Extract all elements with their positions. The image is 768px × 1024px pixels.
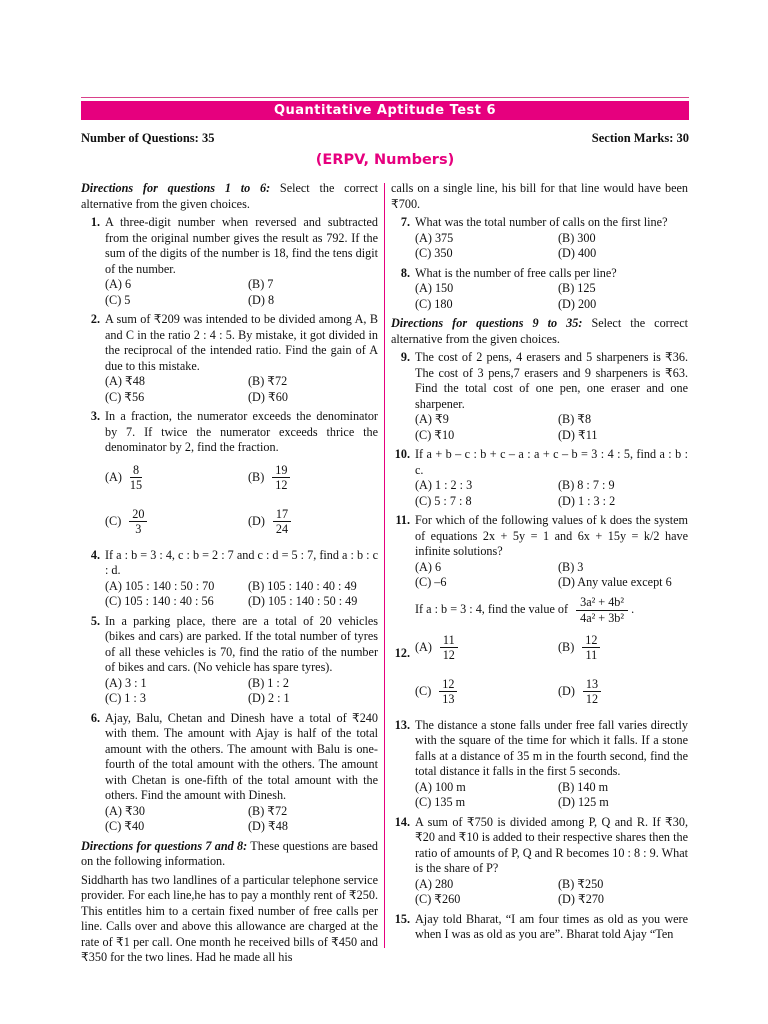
expression-fraction: $\frac{\text{3a² + 4b²}}{\text{4a² + 3b²}}$ bbox=[576, 595, 628, 626]
question-10: 10. If a + b – c : b + c – a : a + c – b = 3 : 4 : 5, find a : b : c. (A) 1 : 2 : 3 (B) 8 : 7 : 9 (C) 5 : 7 : 8 (D) 1 : 3 : 2 bbox=[394, 447, 688, 508]
question-text: What is the number of free calls per line? bbox=[415, 265, 617, 280]
option-a[interactable]: (A) 6 bbox=[105, 277, 132, 291]
option-a[interactable]: (A) 3 : 1 bbox=[105, 675, 147, 690]
option-a[interactable]: (A) ₹30 bbox=[105, 803, 145, 818]
question-15: 15. Ajay told Bharat, “I am four times as old as you were when I was as old as you are”. Bharat told Ajay “Ten bbox=[394, 911, 688, 941]
option-b[interactable]: (B) 125 bbox=[558, 281, 596, 295]
option-d[interactable]: (D) 2 : 1 bbox=[248, 691, 290, 705]
header-rule bbox=[81, 97, 689, 98]
directions-1-6: Directions for questions 1 to 6: Select the correct alternative from the given choices. bbox=[81, 181, 378, 211]
option-c[interactable]: (C) –6 bbox=[415, 575, 447, 589]
option-c[interactable]: (C) 20 3 bbox=[105, 500, 248, 544]
option-a[interactable]: (A) 6 bbox=[415, 559, 442, 574]
option-b[interactable]: (B) 1 : 2 bbox=[248, 675, 289, 690]
options bbox=[105, 579, 378, 610]
question-text: If a : b = 3 : 4, c : b = 2 : 7 and c : d = 5 : 7, find a : b : c : d. bbox=[105, 547, 378, 577]
option-a[interactable]: (A) ₹48 bbox=[105, 374, 145, 388]
option-d[interactable]: (D) Any value except 6 bbox=[558, 575, 672, 589]
option-d[interactable]: (D) ₹48 bbox=[248, 819, 288, 833]
option-c[interactable]: (C) 105 : 140 : 40 : 56 bbox=[105, 594, 214, 608]
option-b[interactable]: (B) ₹72 bbox=[248, 803, 288, 818]
option-b[interactable]: (B) 105 : 140 : 40 : 49 bbox=[248, 578, 357, 593]
option-b[interactable]: (B) 7 bbox=[248, 277, 274, 291]
option-d[interactable]: (D) ₹270 bbox=[558, 892, 605, 906]
option-a[interactable]: (A) 11 12 bbox=[415, 626, 558, 670]
question-1: 1. A three-digit number when reversed and subtracted from the original number gives the result as 792. If the sum of the digits of the number is 18, find the tens digit of the number. (A) 6 (B) 7 (C) 5 (D) 8 bbox=[90, 215, 378, 307]
section-title: (ERPV, Numbers) bbox=[315, 152, 455, 168]
option-a[interactable]: (A) 105 : 140 : 50 : 70 bbox=[105, 578, 215, 593]
question-text: For which of the following values of k does the system of equations 2x + 5y = 1 and 6x + 15y = k/2 have infinite solutions? bbox=[415, 513, 688, 558]
options bbox=[105, 676, 378, 707]
column-divider bbox=[384, 183, 385, 948]
test-title-banner: Quantitative Aptitude Test 6 bbox=[81, 101, 689, 120]
question-text: Ajay told Bharat, “I am four times as old as you were when I was as old as you are”. Bharat told Ajay “Ten bbox=[415, 911, 688, 941]
option-d[interactable]: (D) 8 bbox=[248, 292, 275, 307]
options bbox=[415, 478, 688, 509]
options bbox=[415, 281, 688, 312]
option-d[interactable]: (D) 400 bbox=[558, 246, 597, 260]
question-text: What was the total number of calls on the first line? bbox=[415, 215, 668, 229]
option-b[interactable]: (B) ₹8 bbox=[558, 412, 592, 426]
option-b[interactable]: (B) 12 11 bbox=[558, 626, 688, 670]
option-c[interactable]: (C) 350 bbox=[415, 246, 453, 260]
left-column bbox=[81, 181, 378, 969]
options bbox=[415, 412, 688, 443]
question-text: If a + b – c : b + c – a : a + c – b = 3 : 4 : 5, find a : b : c. bbox=[415, 447, 688, 477]
option-d[interactable]: (D) 17 24 bbox=[248, 500, 378, 544]
option-d[interactable]: (D) 13 12 bbox=[558, 670, 688, 714]
option-a[interactable]: (A) 375 bbox=[415, 230, 454, 245]
option-b[interactable]: (B) 140 m bbox=[558, 779, 609, 794]
question-text: The distance a stone falls under free fall varies directly with the square of the time for which it falls. If a stone falls at a distance of 35 m in the fourth second, find the total distance it falls in the first 5 seconds. bbox=[415, 717, 688, 778]
option-d[interactable]: (D) ₹11 bbox=[558, 427, 598, 442]
option-a[interactable]: (A) 8 15 bbox=[105, 463, 143, 492]
option-c[interactable]: (C) 5 bbox=[105, 292, 131, 307]
option-c[interactable]: (C) 5 : 7 : 8 bbox=[415, 493, 472, 508]
question-9: 9. The cost of 2 pens, 4 erasers and 5 sharpeners is ₹36. The cost of 3 pens,7 erasers and 9 sharpeners is ₹63. Find the total cost of one pen, one eraser and one sharpener. (A) ₹9 (B) ₹8 (C) ₹10 (D) ₹11 bbox=[400, 350, 688, 442]
question-14: 14. A sum of ₹750 is divided among P, Q and R. If ₹30, ₹20 and ₹10 is added to their respective shares then the ratio of amounts of P, Q and R becomes 10 : 8 : 9. What is the share of P? (A) 280 (B) ₹250 (C) ₹260 (D) ₹270 bbox=[394, 814, 688, 906]
question-text: A sum of ₹209 was intended to be divided among A, B and C in the ratio 2 : 4 : 5. By mistake, it got divided in the reciprocal of the intended ratio. Find the gain of A due to this mistake. bbox=[105, 312, 378, 373]
option-c[interactable]: (C) ₹10 bbox=[415, 427, 455, 442]
option-a[interactable]: (A) 280 bbox=[415, 876, 454, 891]
option-c[interactable]: (C) 135 m bbox=[415, 795, 466, 809]
option-b[interactable]: (B) 19 12 bbox=[248, 456, 378, 500]
question-4: 4. If a : b = 3 : 4, c : b = 2 : 7 and c : d = 5 : 7, find a : b : c : d. (A) 105 : 140 : 50 : 70 (B) 105 : 140 : 40 : 49 (C) 105 : 140 : 40 : 56 (D) 105 : 140 : 50 : 49 bbox=[90, 547, 378, 608]
passage-continued: calls on a single line, his bill for that line would have been ₹700. bbox=[391, 181, 688, 211]
option-c[interactable]: (C) ₹40 bbox=[105, 819, 145, 833]
options bbox=[105, 374, 378, 405]
question-text: A three-digit number when reversed and subtracted from the original number gives the result as 792. If the sum of the digits of the number is 18, find the tens digit of the number. bbox=[105, 215, 378, 276]
option-c[interactable]: (C) 12 13 bbox=[415, 670, 558, 714]
options bbox=[105, 804, 378, 835]
option-a[interactable]: (A) 1 : 2 : 3 bbox=[415, 478, 473, 492]
options bbox=[105, 277, 378, 308]
directions-9-35: Directions for questions 9 to 35: Select the correct alternative from the given choices. bbox=[391, 316, 689, 346]
question-5: 5. In a parking place, there are a total of 20 vehicles (bikes and cars) are parked. If the total number of tyres of all these vehicles is 70, find the ratio of the number of bikes and cars. (No vehicle has spare tyres). (A) 3 : 1 (B) 1 : 2 (C) 1 : 3 (D) 2 : 1 bbox=[90, 613, 378, 705]
question-text: Ajay, Balu, Chetan and Dinesh have a total of ₹240 with them. The amount with Ajay is half of the total amount with the others. The amount with Balu is one-fourth of the total amount with the others. The amount with Chetan is one-fifth of the total amount with the others. Find the amount with Dinesh. bbox=[105, 710, 378, 802]
option-d[interactable]: (D) ₹60 bbox=[248, 389, 288, 404]
option-d[interactable]: (D) 125 m bbox=[558, 795, 609, 809]
options bbox=[415, 231, 688, 262]
option-a[interactable]: (A) 150 bbox=[415, 281, 454, 295]
option-d[interactable]: (D) 105 : 140 : 50 : 49 bbox=[248, 594, 358, 608]
question-6: 6. Ajay, Balu, Chetan and Dinesh have a total of ₹240 with them. The amount with Ajay is half of the total amount with the others. The amount with Balu is one-fourth of the total amount with the others. The amount with Chetan is one-fifth of the total amount with the others. Find the amount with Dinesh. (A) ₹30 (B) ₹72 (C) ₹40 (D) ₹48 bbox=[90, 710, 378, 833]
question-text: The cost of 2 pens, 4 erasers and 5 sharpeners is ₹36. The cost of 3 pens,7 erasers and 9 sharpeners is ₹63. Find the total cost of one pen, one eraser and one sharpener. bbox=[415, 350, 688, 411]
question-text: A sum of ₹750 is divided among P, Q and R. If ₹30, ₹20 and ₹10 is added to their respective shares then the ratio of amounts of P, Q and R becomes 10 : 8 : 9. What is the share of P? bbox=[415, 814, 688, 875]
directions-7-8: Directions for questions 7 and 8: These questions are based on the following information. bbox=[81, 838, 378, 868]
options bbox=[415, 560, 688, 591]
option-b[interactable]: (B) 300 bbox=[558, 230, 596, 245]
question-8: 8. What is the number of free calls per line? (A) 150 (B) 125 (C) 180 (D) 200 bbox=[391, 266, 688, 313]
options bbox=[415, 877, 688, 908]
question-text: In a fraction, the numerator exceeds the denominator by 7. If twice the numerator exceeds thrice the denominator by 2, find the fraction. bbox=[105, 409, 378, 454]
option-b[interactable]: (B) 8 : 7 : 9 bbox=[558, 478, 615, 492]
question-text: If a : b = 3 : 4, find the value of $\frac{\text{3a² + 4b²}}{\text{4a² + 3b²}}$ . bbox=[415, 594, 635, 625]
option-c[interactable]: (C) ₹260 bbox=[415, 892, 461, 906]
section-marks: Section Marks: 30 bbox=[591, 131, 689, 145]
question-11: 11. For which of the following values of k does the system of equations 2x + 5y = 1 and 6x + 15y = k/2 have infinite solutions? (A) 6 (B) 3 (C) –6 (D) Any value except 6 bbox=[395, 513, 688, 589]
question-3: 3. In a fraction, the numerator exceeds the denominator by 7. If twice the numerator exceeds thrice the denominator by 2, find the fraction. (A) 8 15 (B) 19 12 (C) 20 3 (D) 17 24 bbox=[81, 409, 378, 544]
options bbox=[415, 626, 688, 714]
options bbox=[105, 456, 378, 544]
option-c[interactable]: (C) ₹56 bbox=[105, 389, 145, 404]
question-13: 13. The distance a stone falls under free fall varies directly with the square of the time for which it falls. If a stone falls at a distance of 35 m in the fourth second, find the total distance it falls in the first 5 seconds. (A) 100 m (B) 140 m (C) 135 m (D) 125 m bbox=[394, 717, 688, 809]
option-c[interactable]: (C) 1 : 3 bbox=[105, 691, 146, 705]
option-d[interactable]: (D) 1 : 3 : 2 bbox=[558, 493, 616, 508]
option-a[interactable]: (A) 100 m bbox=[415, 779, 466, 794]
question-text: In a parking place, there are a total of 20 vehicles (bikes and cars) are parked. If the total number of tyres of all these vehicles is 70, find the ratio of the number of bikes and cars. (No vehicle has spare tyres). bbox=[105, 613, 378, 674]
option-b[interactable]: (B) ₹250 bbox=[558, 876, 604, 891]
question-7: 7. What was the total number of calls on the first line? (A) 375 (B) 300 (C) 350 (D) 400 bbox=[391, 215, 688, 262]
option-c[interactable]: (C) 180 bbox=[415, 296, 453, 311]
option-b[interactable]: (B) 3 bbox=[558, 559, 584, 574]
option-d[interactable]: (D) 200 bbox=[558, 296, 597, 311]
option-b[interactable]: (B) ₹72 bbox=[248, 374, 288, 388]
passage-text: Siddharth has two landlines of a particular telephone service provider. For each line,he has to pay a monthly rent of ₹250. This entitles him to a certain fixed number of free calls per line. Calls over and above this allowance are charged at the rate of ₹1 per call. One month he received bills of ₹450 and ₹350 for the two lines. Had he made all his bbox=[81, 872, 378, 964]
options bbox=[415, 780, 688, 811]
right-column bbox=[391, 181, 688, 947]
question-12: 12. If a : b = 3 : 4, find the value of $\frac{\text{3a² + 4b²}}{\text{4a² + 3b²}}$ . (A) 11 12 (B) 12 11 (C) 12 13 (D) 13 12 bbox=[391, 595, 688, 714]
question-2: 2. A sum of ₹209 was intended to be divided among A, B and C in the ratio 2 : 4 : 5. By mistake, it got divided in the reciprocal of the intended ratio. Find the gain of A due to this mistake. (A) ₹48 (B) ₹72 (C) ₹56 (D) ₹60 bbox=[90, 312, 378, 404]
number-of-questions: Number of Questions: 35 bbox=[81, 131, 215, 145]
option-a[interactable]: (A) ₹9 bbox=[415, 412, 449, 426]
